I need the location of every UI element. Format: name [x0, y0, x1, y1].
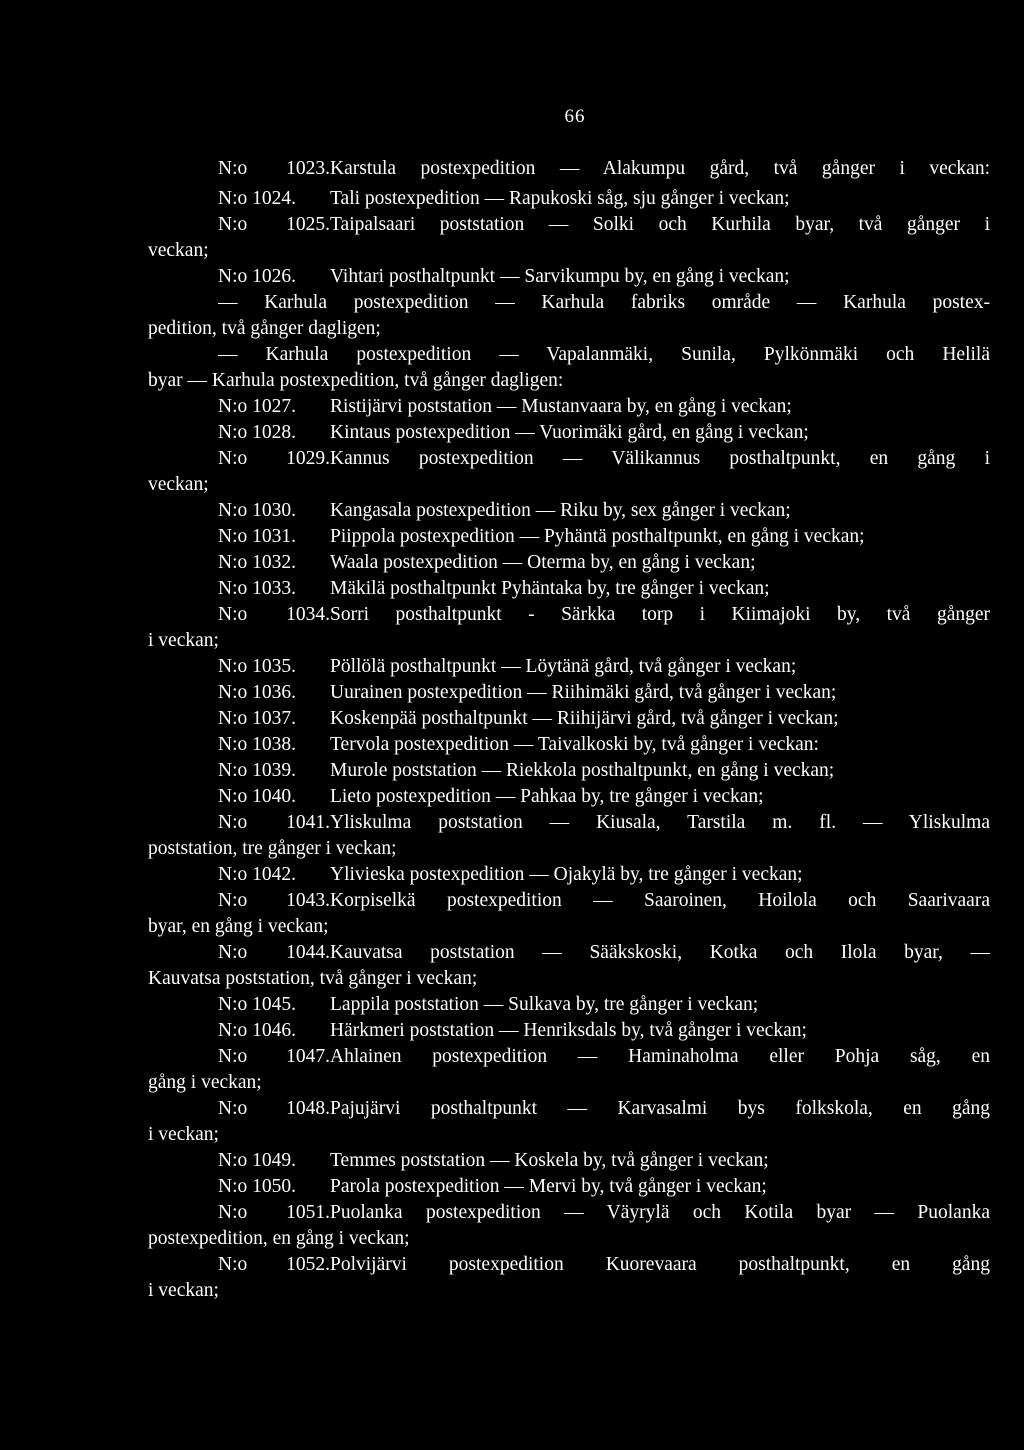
entry-text: Korpiselkä postexpedition — Saaroinen, Hoilola och Saarivaara — [330, 890, 990, 911]
entry-text: Härkmeri poststation — Henriksdals by, två gånger i veckan; — [330, 1020, 807, 1041]
entry-number: N:o 1042. — [218, 864, 296, 885]
entry-number: N:o 1041. — [218, 812, 330, 833]
entry-text: Mäkilä posthaltpunkt Pyhäntaka by, tre gånger i veckan; — [330, 578, 770, 599]
entry-text: Koskenpää posthaltpunkt — Riihijärvi gård, två gånger i veckan; — [330, 708, 839, 729]
entry-text: Lieto postexpedition — Pahkaa by, tre gånger i veckan; — [330, 786, 764, 807]
entry-text: Ahlainen postexpedition — Haminaholma eller Pohja såg, en — [330, 1046, 990, 1067]
entry-text: Karstula postexpedition — Alakumpu gård, två gånger i veckan: — [330, 158, 990, 179]
entry-line — [218, 264, 990, 290]
entry-text: Yliskulma poststation — Kiusala, Tarstila m. fl. — Yliskulma — [330, 812, 990, 833]
entry-text: Lappila poststation — Sulkava by, tre gånger i veckan; — [330, 994, 759, 1015]
entry-line — [218, 420, 990, 446]
entry-line — [218, 1096, 990, 1122]
entry-text: Pöllölä posthaltpunkt — Löytänä gård, två gånger i veckan; — [330, 656, 797, 677]
entry-number: N:o 1030. — [218, 500, 296, 521]
continuation-line: poststation, tre gånger i veckan; — [148, 838, 397, 859]
entry-number: N:o 1039. — [218, 760, 296, 781]
page-number: 66 — [564, 106, 586, 127]
entry-text: Taipalsaari poststation — Solki och Kurhila byar, två gånger i — [330, 214, 990, 235]
continuation-line: byar — Karhula postexpedition, två gånger dagligen: — [148, 370, 564, 391]
entry-text: Temmes poststation — Koskela by, två gånger i veckan; — [330, 1150, 769, 1171]
entry-text: Waala postexpedition — Oterma by, en gång i veckan; — [330, 552, 756, 573]
entry-number: N:o 1031. — [218, 526, 296, 547]
entry-text: Tali postexpedition — Rapukoski såg, sju gånger i veckan; — [330, 188, 790, 209]
entry-text: Murole poststation — Riekkola posthaltpunkt, en gång i veckan; — [330, 760, 835, 781]
entry-line — [218, 862, 990, 888]
continuation-line: i veckan; — [148, 1280, 219, 1301]
entry-number: N:o 1046. — [218, 1020, 296, 1041]
entry-line — [218, 992, 990, 1018]
entry-number: N:o 1033. — [218, 578, 296, 599]
entry-number: N:o 1037. — [218, 708, 296, 729]
entry-number: N:o 1047. — [218, 1046, 330, 1067]
entry-line — [218, 680, 990, 706]
entry-number: N:o 1038. — [218, 734, 296, 755]
entry-number: N:o 1026. — [218, 266, 296, 287]
sub-entry-line: — Karhula postexpedition — Vapalanmäki, Sunila, Pylkönmäki och Helilä — [218, 344, 990, 365]
entry-number: N:o 1051. — [218, 1202, 330, 1223]
entry-number: N:o 1029. — [218, 448, 330, 469]
entry-number: N:o 1028. — [218, 422, 296, 443]
entry-line — [218, 524, 990, 550]
continuation-line: i veckan; — [148, 1124, 219, 1145]
entry-line — [218, 186, 990, 212]
entry-text: Sorri posthaltpunkt - Särkka torp i Kiimajoki by, två gånger — [330, 604, 990, 625]
entry-line — [218, 576, 990, 602]
continuation-line: byar, en gång i veckan; — [148, 916, 329, 937]
entry-text: Kauvatsa poststation — Sääkskoski, Kotka och Ilola byar, — — [330, 942, 990, 963]
entry-number: N:o 1035. — [218, 656, 296, 677]
entry-line — [218, 498, 990, 524]
entry-text: Parola postexpedition — Mervi by, två gånger i veckan; — [330, 1176, 767, 1197]
continuation-line: postexpedition, en gång i veckan; — [148, 1228, 410, 1249]
entry-line — [218, 212, 990, 238]
continuation-line: Kauvatsa poststation, två gånger i veckan; — [148, 968, 478, 989]
entry-number: N:o 1045. — [218, 994, 296, 1015]
entry-number: N:o 1048. — [218, 1098, 330, 1119]
entry-text: Piippola postexpedition — Pyhäntä posthaltpunkt, en gång i veckan; — [330, 526, 865, 547]
entry-line — [218, 1018, 990, 1044]
entry-number: N:o 1043. — [218, 890, 330, 911]
entry-number: N:o 1034. — [218, 604, 330, 625]
entry-number: N:o 1052. — [218, 1254, 330, 1275]
entry-line — [218, 1148, 990, 1174]
entry-line — [218, 156, 990, 182]
entry-text: Polvijärvi postexpedition Kuorevaara posthaltpunkt, en gång — [330, 1254, 990, 1275]
entry-number: N:o 1032. — [218, 552, 296, 573]
entry-text: Ristijärvi poststation — Mustanvaara by, en gång i veckan; — [330, 396, 792, 417]
entry-number: N:o 1049. — [218, 1150, 296, 1171]
entry-line — [218, 394, 990, 420]
entry-number: N:o 1044. — [218, 942, 330, 963]
entry-number: N:o 1023. — [218, 158, 330, 179]
entry-number: N:o 1050. — [218, 1176, 296, 1197]
entry-number: N:o 1027. — [218, 396, 296, 417]
entry-text: Puolanka postexpedition — Väyrylä och Kotila byar — Puolanka — [330, 1202, 990, 1223]
entry-line — [218, 810, 990, 836]
entry-text: Kintaus postexpedition — Vuorimäki gård, en gång i veckan; — [330, 422, 809, 443]
continuation-line: i veckan; — [148, 630, 219, 651]
entry-line — [218, 784, 990, 810]
entry-text: Kangasala postexpedition — Riku by, sex gånger i veckan; — [330, 500, 791, 521]
entry-text: Kannus postexpedition — Välikannus posthaltpunkt, en gång i — [330, 448, 990, 469]
continuation-line: pedition, två gånger dagligen; — [148, 318, 381, 339]
entry-line — [218, 602, 990, 628]
entry-number: N:o 1025. — [218, 214, 330, 235]
entry-line — [218, 1200, 990, 1226]
entry-number: N:o 1024. — [218, 188, 296, 209]
entry-line — [218, 446, 990, 472]
entry-text: Vihtari posthaltpunkt — Sarvikumpu by, en gång i veckan; — [330, 266, 790, 287]
entry-number: N:o 1036. — [218, 682, 296, 703]
entry-line — [218, 758, 990, 784]
entry-line — [218, 706, 990, 732]
entry-line — [218, 1044, 990, 1070]
entry-number: N:o 1040. — [218, 786, 296, 807]
continuation-line: gång i veckan; — [148, 1072, 262, 1093]
entry-line — [218, 654, 990, 680]
entry-line — [218, 1252, 990, 1278]
entry-text: Uurainen postexpedition — Riihimäki gård, två gånger i veckan; — [330, 682, 837, 703]
entry-text: Ylivieska postexpedition — Ojakylä by, tre gånger i veckan; — [330, 864, 803, 885]
entry-text: Tervola postexpedition — Taivalkoski by, två gånger i veckan: — [330, 734, 819, 755]
entry-line — [218, 732, 990, 758]
sub-entry-line: — Karhula postexpedition — Karhula fabriks område — Karhula postex- — [218, 292, 990, 313]
entry-line — [218, 1174, 990, 1200]
continuation-line: veckan; — [148, 474, 209, 495]
entry-line — [218, 550, 990, 576]
entry-line — [218, 888, 990, 914]
continuation-line: veckan; — [148, 240, 209, 261]
entry-text: Pajujärvi posthaltpunkt — Karvasalmi bys folkskola, en gång — [330, 1098, 990, 1119]
entry-line — [218, 940, 990, 966]
